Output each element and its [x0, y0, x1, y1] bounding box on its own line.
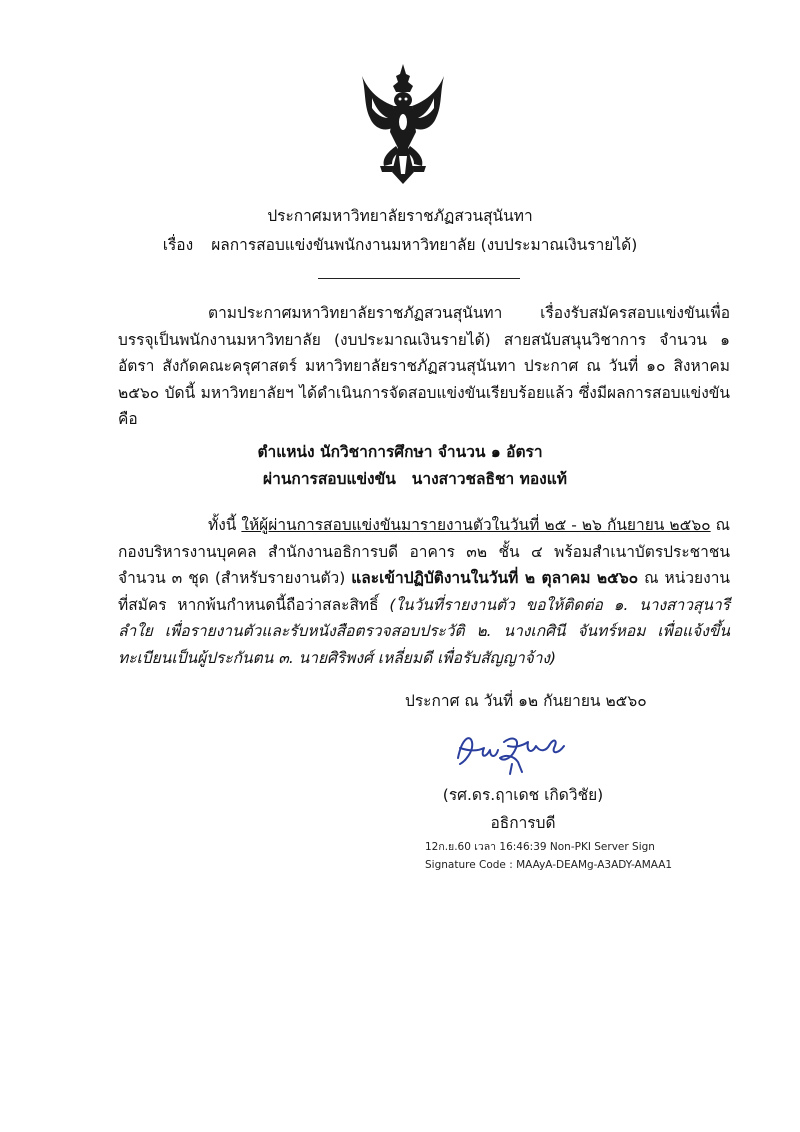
signer-name: (รศ.ดร.ฤาเดช เกิดวิชัย) [442, 786, 604, 804]
paragraph-intro: ตามประกาศมหาวิทยาลัยราชภัฏสวนสุนันทา เรื่องรับสมัครสอบแข่งขันเพื่อบรรจุเป็นพนักงานมหาวิทยาลัย (งบประมาณเงินรายได้) สายสนับสนุนวิชาการ จำนวน ๑ อัตรา สังกัดคณะครุศาสตร์ มหาวิทยาลัยราชภัฏสวนสุนันทา ประกาศ ณ วันที่ ๑๐ สิงหาคม ๒๕๖๐ บัดนี้ มหาวิทยาลัยฯ ได้ดำเนินการจัดสอบแข่งขันเรียบร้อยแล้ว ซึ่งมีผลการสอบแข่งขัน คือ [118, 304, 730, 428]
p2-mid: ณ กองบริหารงานบุคคล สำนักงานอธิการบดี อาคาร ๓๒ ชั้น ๔ พร้อมสำเนาบัตรประชาชน จำนวน ๓ ชุด (สำหรับรายงานตัว) [118, 516, 731, 587]
contact-note: (ในวันที่รายงานตัว ขอให้ติดต่อ ๑. นางสาวสุนารี ลำใย เพื่อรายงานตัวและรับหนังสือตรวจสอบประวัติ ๒. นางเกศินี จันทร์หอม เพื่อแจ้งขึ้นทะเบียนเป็นผู้ประกันตน ๓. นายศิริพงศ์ เหลี่ยมดี เพื่อรับสัญญาจ้าง) [118, 595, 730, 667]
handwritten-signature [450, 728, 580, 778]
p2-prefix: ทั้งนี้ [208, 516, 242, 534]
passed-name: นางสาวชลธิชา ทองแท้ [411, 470, 567, 488]
document-subject [0, 234, 800, 256]
passed-label: ผ่านการสอบแข่งขัน [263, 470, 396, 488]
paragraph-instructions [118, 512, 730, 671]
subject-label: เรื่อง [162, 236, 194, 254]
garuda-emblem [358, 62, 448, 187]
sign-meta: 12ก.ย.60 เวลา 16:46:39 Non-PKI Server Sign [425, 841, 655, 853]
position-line: ตำแหน่ง นักวิชาการศึกษา จำนวน ๑ อัตรา [257, 443, 543, 461]
report-date-text: ให้ผู้ผ่านการสอบแข่งขันมารายงานตัวในวันที่ ๒๕ - ๒๖ กันยายน ๒๕๖๐ [241, 516, 711, 534]
p2-after-bold: ณ หน่วยงานที่สมัคร หากพ้นกำหนดนี้ถือว่าสละสิทธิ์ [118, 569, 730, 614]
subject-text: ผลการสอบแข่งขันพนักงานมหาวิทยาลัย (งบประมาณเงินรายได้) [211, 236, 638, 254]
announce-date: ประกาศ ณ วันที่ ๑๒ กันยายน ๒๕๖๐ [405, 692, 647, 710]
start-date-text: และเข้าปฏิบัติงานในวันที่ ๒ ตุลาคม ๒๕๖๐ [351, 569, 639, 587]
title-divider [318, 278, 520, 279]
document-title: ประกาศมหาวิทยาลัยราชภัฏสวนสุนันทา [267, 207, 533, 225]
signer-position: อธิการบดี [490, 814, 556, 832]
signature-code: Signature Code : MAAyA-DEAMg-A3ADY-AMAA1 [425, 859, 673, 871]
passed-line [0, 466, 800, 492]
